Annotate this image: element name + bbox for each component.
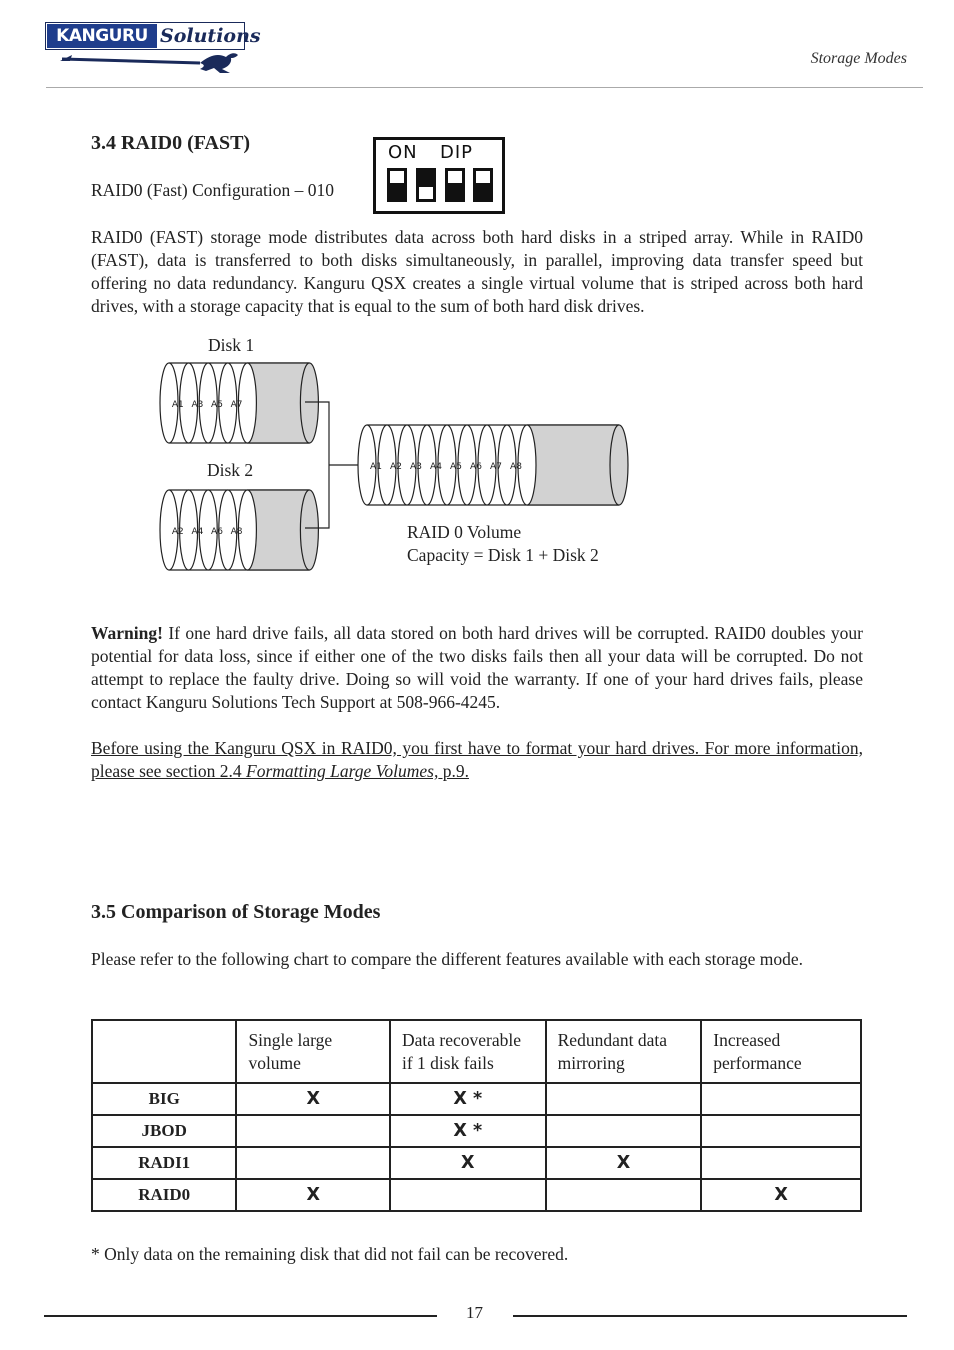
table-cell	[546, 1179, 702, 1211]
volume-block-label: A4	[430, 462, 442, 472]
logo-script: Solutions	[160, 25, 261, 47]
warning-text: If one hard drive fails, all data stored on both hard drives will be corrupted. RAID0 doubles your potential for data loss, since if either one of the two disks fails then all your data will be corrupted. Do not attempt to replace the faulty drive. Doing so will void the warranty. If one of your hard drives fails, please contact Kanguru Solutions Tech Support at 508-966-4245.	[91, 623, 863, 712]
table-cell	[390, 1179, 546, 1211]
format-note-page: p.9.	[438, 761, 469, 781]
row-mode-label: JBOD	[92, 1115, 236, 1147]
table-cell	[546, 1115, 702, 1147]
table-cell: X *	[390, 1115, 546, 1147]
comparison-intro: Please refer to the following chart to compare the different features available with each storage mode.	[91, 949, 804, 969]
disk2-block-label: A8	[230, 527, 243, 537]
raid0-diagram	[155, 355, 635, 575]
logo-wordmark: KANGURU	[47, 24, 157, 48]
comparison-table	[91, 1019, 862, 1212]
disk2-cylinder	[160, 490, 318, 570]
volume-block-label: A7	[490, 462, 502, 472]
disk1-label: Disk 1	[208, 335, 255, 355]
kangaroo-icon	[60, 49, 250, 75]
row-mode-label: RAID0	[92, 1179, 236, 1211]
disk2-block-label: A2	[171, 527, 184, 537]
kanguru-logo	[45, 22, 261, 78]
table-cell	[236, 1115, 390, 1147]
volume-block-label: A6	[470, 462, 482, 472]
format-note-text: Before using the Kanguru QSX in RAID0, you first have to format your hard drives. For more information, please see section 2.4	[91, 738, 863, 781]
footer-rule-left	[44, 1315, 437, 1317]
table-row	[92, 1179, 861, 1211]
volume-block-label: A3	[410, 462, 422, 472]
table-cell	[546, 1083, 702, 1115]
section-heading-comparison: 3.5 Comparison of Storage Modes	[91, 901, 381, 923]
disk1-cylinder	[160, 363, 318, 443]
volume-block-label: A2	[390, 462, 402, 472]
row-mode-label: RADI1	[92, 1147, 236, 1179]
dip-switch-4	[473, 168, 493, 202]
disk1-block-label: A3	[191, 400, 204, 410]
disk2-block-label: A4	[191, 527, 204, 537]
table-cell	[236, 1147, 390, 1179]
table-cell	[701, 1083, 861, 1115]
table-row	[92, 1147, 861, 1179]
dip-on-label: ON	[388, 142, 418, 163]
column-header: Data recoverable if 1 disk fails	[390, 1020, 546, 1083]
table-footnote: * Only data on the remaining disk that did not fail can be recovered.	[91, 1244, 569, 1264]
raid-volume-label: RAID 0 Volume	[407, 522, 522, 542]
raid0-description: RAID0 (FAST) storage mode distributes data across both hard disks in a striped array. While in RAID0 (FAST), data is transferred to both disks simultaneously, in parallel, improving data transfer speed but offering no data redundancy. Kanguru QSX creates a single virtual volume that is striped across both hard drives, with a storage capacity that is equal to the sum of both hard disk drives.	[91, 227, 863, 316]
table-row	[92, 1115, 861, 1147]
dip-switch-2	[416, 168, 436, 202]
raid-volume-cylinder	[358, 425, 628, 505]
disk1-block-label: A1	[171, 400, 184, 410]
table-cell: X	[236, 1083, 390, 1115]
dip-switch-diagram	[373, 137, 505, 214]
table-cell: X	[390, 1147, 546, 1179]
header-section-title: Storage Modes	[810, 50, 907, 67]
row-mode-label: BIG	[92, 1083, 236, 1115]
dip-switch-1	[387, 168, 407, 202]
footer-rule-right	[513, 1315, 907, 1317]
raid0-config-label: RAID0 (Fast) Configuration – 010	[91, 180, 335, 200]
volume-block-label: A5	[450, 462, 462, 472]
column-header	[92, 1020, 236, 1083]
formatting-link[interactable]: Formatting Large Volumes,	[246, 761, 439, 781]
disk2-label: Disk 2	[207, 460, 254, 480]
disk2-block-label: A6	[211, 527, 223, 537]
table-cell: X	[236, 1179, 390, 1211]
table-cell	[701, 1115, 861, 1147]
column-header: Redundant data mirroring	[546, 1020, 702, 1083]
section-heading-raid0: 3.4 RAID0 (FAST)	[91, 132, 251, 154]
page-number: 17	[466, 1303, 483, 1322]
format-note	[91, 737, 863, 783]
table-cell	[701, 1147, 861, 1179]
volume-block-label: A8	[510, 462, 522, 472]
disk1-block-label: A5	[211, 400, 223, 410]
table-cell: X *	[390, 1083, 546, 1115]
capacity-label: Capacity = Disk 1 + Disk 2	[407, 545, 599, 565]
header-divider	[46, 87, 923, 88]
table-header-row	[92, 1020, 861, 1083]
column-header: Increased performance	[701, 1020, 861, 1083]
table-row	[92, 1083, 861, 1115]
warning-paragraph	[91, 622, 863, 714]
logo-frame	[45, 22, 261, 50]
table-cell: X	[546, 1147, 702, 1179]
warning-label: Warning!	[91, 623, 163, 643]
disk1-block-label: A7	[230, 400, 243, 410]
dip-label: DIP	[440, 142, 474, 163]
volume-block-label: A1	[370, 462, 382, 472]
column-header: Single large volume	[236, 1020, 390, 1083]
table-cell: X	[701, 1179, 861, 1211]
dip-switch-3	[445, 168, 465, 202]
